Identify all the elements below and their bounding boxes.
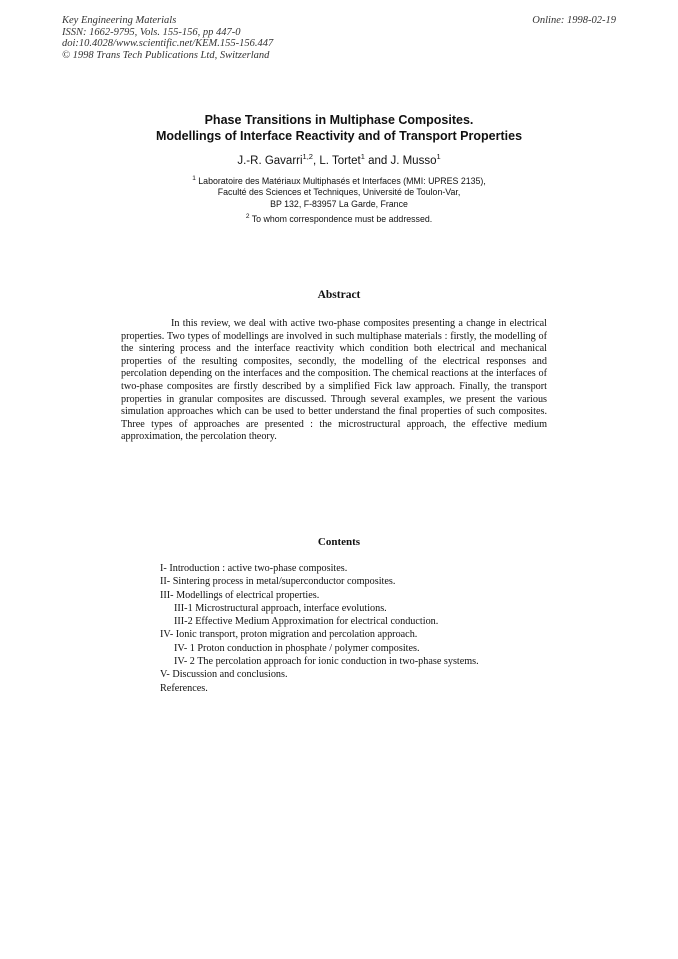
journal-metadata: [62, 15, 273, 61]
correspondence-text: To whom correspondence must be addressed.: [251, 213, 433, 224]
author-list: [0, 152, 678, 167]
affiliation: [0, 173, 678, 210]
online-date: Online: 1998-02-19: [532, 15, 616, 26]
toc-subitem: III-1 Microstructural approach, interface evolutions.: [174, 602, 387, 614]
author-name: L. Tortet: [319, 154, 361, 167]
contents-heading: Contents: [317, 536, 361, 548]
toc-item: IV- Ionic transport, proton migration and percolation approach.: [160, 629, 418, 641]
toc-subitem: IV- 1 Proton conduction in phosphate / polymer composites.: [174, 642, 420, 654]
journal-name: Key Engineering Materials: [62, 15, 177, 26]
affiliation-superscript: 1: [192, 175, 196, 182]
toc-subitem: IV- 2 The percolation approach for ionic conduction in two-phase systems.: [174, 656, 479, 668]
title-line-1: Phase Transitions in Multiphase Composites.: [204, 113, 474, 127]
doi-link[interactable]: doi:10.4028/www.scientific.net/KEM.155-156.447: [62, 38, 274, 49]
paper-title: [0, 112, 678, 144]
issn-line: ISSN: 1662-9795, Vols. 155-156, pp 447-0: [62, 26, 241, 38]
correspondence-superscript: 2: [245, 213, 250, 220]
toc-item: V- Discussion and conclusions.: [160, 669, 288, 681]
title-line-2: Modellings of Interface Reactivity and of Transport Properties: [155, 129, 523, 143]
affiliation-line-1: [0, 173, 678, 187]
table-of-contents: [160, 562, 479, 695]
affiliation-line-3: BP 132, F-83957 La Garde, France: [270, 198, 408, 209]
author-separator: ,: [312, 154, 320, 167]
abstract-heading: Abstract: [317, 289, 361, 301]
copyright-line: © 1998 Trans Tech Publications Ltd, Switzerland: [62, 49, 270, 61]
toc-item: References.: [160, 682, 208, 694]
toc-item: I- Introduction : active two-phase composites.: [160, 563, 348, 574]
toc-item: II- Sintering process in metal/superconductor composites.: [160, 576, 396, 588]
affiliation-line-2: Faculté des Sciences et Techniques, Université de Toulon-Var,: [217, 187, 461, 198]
toc-item: III- Modellings of electrical properties.: [160, 589, 320, 601]
author-separator: and: [364, 154, 391, 167]
correspondence-note: [0, 213, 678, 224]
affiliation-text: Laboratoire des Matériaux Multiphasés et Interfaces (MMI: UPRES 2135),: [198, 175, 486, 186]
author-superscript: 1,2: [302, 152, 313, 161]
abstract-body: In this review, we deal with active two-phase composites presenting a change in electrical properties. Two types of modellings are involved in such multiphase materials : firstly, the modelling of the sintering process and the interface reactivity which condition both electrical and mechanical properties of the resulting composites, secondly, the modelling of the electrical responses and percolation depending on the interfaces and the composition. The chemical reactions at the interfaces of two-phase composites are firstly described by a simplified Fick law approach. Finally, the transport properties in granular composites are discussed. Through several examples, we present the various simulation approaches which can be used to better understand the final properties of such composites. Three types of approaches are presented : the microstructural approach, the effective medium approximation, the percolation theory.: [121, 318, 547, 443]
author-name: J. Musso: [390, 154, 437, 167]
author-superscript: 1: [360, 152, 365, 161]
toc-subitem: III-2 Effective Medium Approximation for electrical conduction.: [174, 616, 439, 628]
author-name: J.-R. Gavarri: [237, 154, 303, 167]
author-superscript: 1: [436, 152, 441, 161]
